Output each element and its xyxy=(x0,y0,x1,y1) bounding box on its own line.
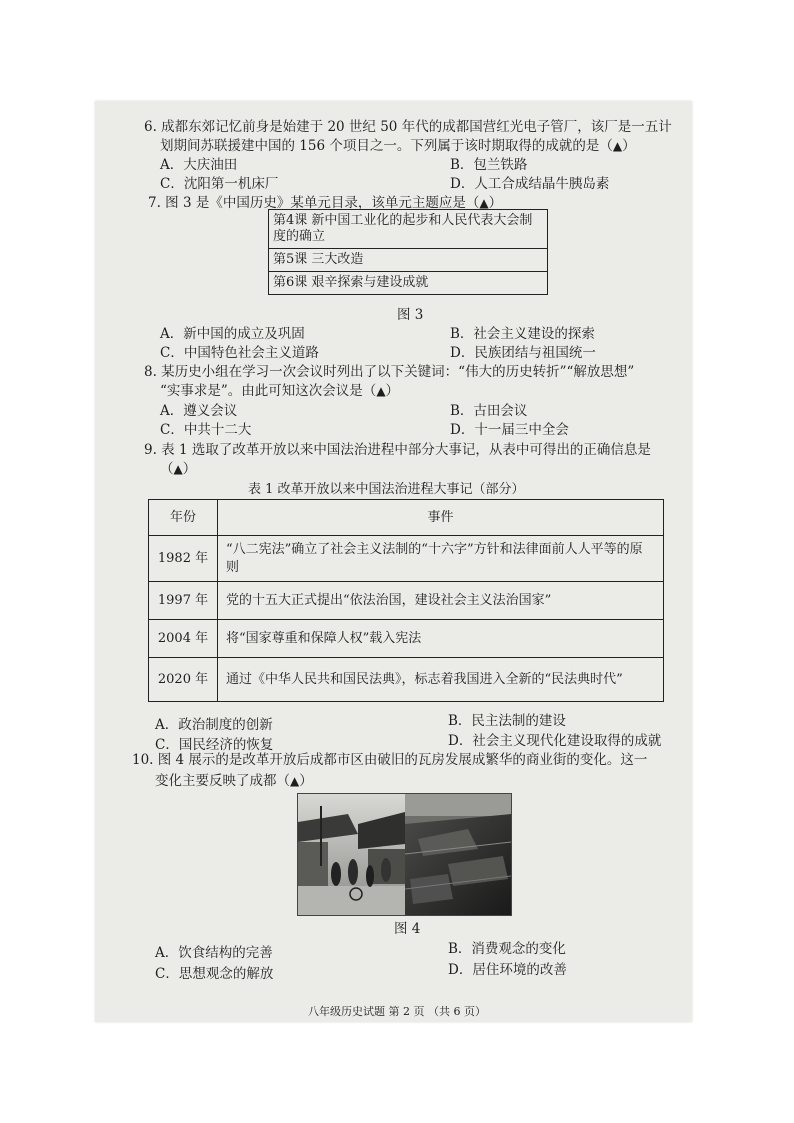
q6-line2: 划期间苏联援建中国的 156 个项目之一。下列属于该时期取得的成就的是（▲） xyxy=(160,138,636,154)
table1-title: 表 1 改革开放以来中国法治进程大事记（部分） xyxy=(248,482,525,497)
answer-triangle-icon: ▲ xyxy=(173,462,183,476)
row-year: 1982 年 xyxy=(149,536,218,582)
q10-option-d: D．居住环境的改善 xyxy=(448,962,567,978)
row-event: 通过《中华人民共和国民法典》，标志着我国进入全新的“民法典时代” xyxy=(218,658,664,702)
table-header-row xyxy=(149,500,664,536)
figure3-caption: 图 3 xyxy=(397,307,424,323)
answer-triangle-icon: ▲ xyxy=(479,196,489,210)
row-event: 将“国家尊重和保障人权”载入宪法 xyxy=(218,620,664,658)
q7-option-d: D．民族团结与祖国统一 xyxy=(450,345,596,361)
row-year: 2020 年 xyxy=(149,658,218,702)
q6-option-a: A．大庆油田 xyxy=(160,157,238,173)
q9-line1: 9. 表 1 选取了改革开放以来中国法治进程中部分大事记，从表中可得出的正确信息是 xyxy=(144,442,651,458)
table-row xyxy=(149,658,664,702)
q10-line1: 10. 图 4 展示的是改革开放后成都市区由破旧的瓦房发展成繁华的商业街的变化。这一 xyxy=(132,752,648,768)
row-year: 2004 年 xyxy=(149,620,218,658)
table1-legal-timeline xyxy=(148,499,664,702)
figure3-row: 第4课 新中国工业化的起步和人民代表大会制度的确立 xyxy=(269,210,547,249)
q6-line1: 6. 成都东郊记忆前身是始建于 20 世纪 50 年代的成都国营红光电子管厂，该厂是一五计 xyxy=(144,119,672,135)
q8-option-a: A．遵义会议 xyxy=(160,403,238,419)
q9-option-b: B．民主法制的建设 xyxy=(448,713,566,729)
q10-option-a: A．饮食结构的完善 xyxy=(155,945,273,961)
answer-triangle-icon: ▲ xyxy=(376,384,386,398)
figure3-row: 第6课 艰辛探索与建设成就 xyxy=(273,275,429,290)
table-row xyxy=(149,582,664,620)
figure4-photo xyxy=(297,793,512,916)
header-event: 事件 xyxy=(218,500,664,536)
answer-triangle-icon: ▲ xyxy=(290,774,300,788)
row-event: “八二宪法”确立了社会主义法制的“十六字”方针和法律面前人人平等的原则 xyxy=(218,536,664,582)
q6-option-d: D．人工合成结晶牛胰岛素 xyxy=(450,176,610,192)
row-event: 党的十五大正式提出“依法治国，建设社会主义法治国家” xyxy=(218,582,664,620)
q7-option-b: B．社会主义建设的探索 xyxy=(450,326,595,342)
q8-option-d: D．十一届三中全会 xyxy=(450,422,569,438)
q6-option-c: C．沈阳第一机床厂 xyxy=(160,176,279,192)
figure3-unit-contents xyxy=(268,209,548,295)
q10-option-b: B．消费观念的变化 xyxy=(448,941,566,957)
q9-option-d: D．社会主义现代化建设取得的成就 xyxy=(448,733,662,749)
page-footer: 八年级历史试题 第 2 页 （共 6 页） xyxy=(308,1005,486,1018)
q9-option-c: C．国民经济的恢复 xyxy=(155,737,274,753)
q6-option-b: B．包兰铁路 xyxy=(450,157,528,173)
table-row xyxy=(149,620,664,658)
figure4-caption: 图 4 xyxy=(394,921,421,937)
answer-triangle-icon: ▲ xyxy=(612,139,623,153)
q8-option-b: B．古田会议 xyxy=(450,403,528,419)
row-year: 1997 年 xyxy=(149,582,218,620)
q8-line1: 8. 某历史小组在学习一次会议时列出了以下关键词：“伟大的历史转折”“解放思想” xyxy=(144,364,635,380)
q9-option-a: A．政治制度的创新 xyxy=(155,717,273,733)
q9-line2: （▲） xyxy=(160,461,197,477)
q7-option-c: C．中国特色社会主义道路 xyxy=(160,345,319,361)
q7-option-a: A．新中国的成立及巩固 xyxy=(160,326,305,342)
table-row xyxy=(149,536,664,582)
q7-line1: 7. 图 3 是《中国历史》某单元目录，该单元主题应是（▲） xyxy=(148,195,503,211)
q8-line2: “实事求是”。由此可知这次会议是（▲） xyxy=(160,383,400,399)
q10-option-c: C．思想观念的解放 xyxy=(155,966,274,982)
figure3-row: 第5课 三大改造 xyxy=(269,249,547,272)
q10-line2: 变化主要反映了成都（▲） xyxy=(155,773,313,789)
header-year: 年份 xyxy=(149,500,218,536)
q8-option-c: C．中共十二大 xyxy=(160,422,252,438)
